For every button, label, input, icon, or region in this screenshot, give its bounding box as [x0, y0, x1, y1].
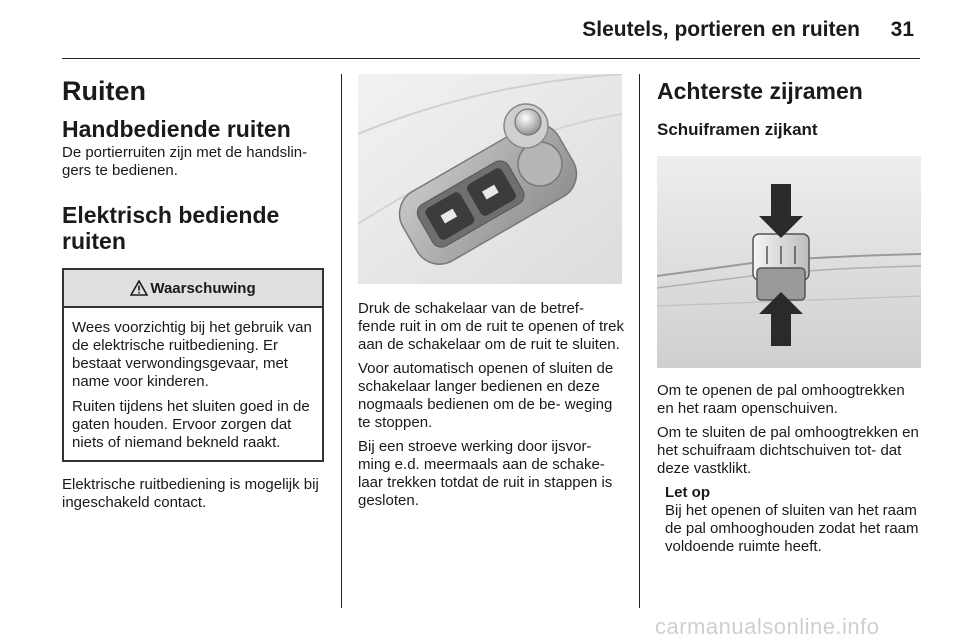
paragraph-contact: Elektrische ruitbediening is mogelijk bij ingeschakeld contact.: [62, 476, 319, 511]
paragraph-switch-1: Druk de schakelaar van de betref- fende ruit in om de ruit te openen of trek aan de schakelaar om de ruit te sluiten.: [358, 300, 624, 353]
window-switch-illustration: [358, 74, 622, 284]
note-label: Let op: [665, 484, 710, 501]
sliding-window-latch-illustration: [657, 156, 921, 368]
heading-handbediende-ruiten: Handbediende ruiten: [62, 116, 291, 142]
header-rule: [62, 58, 920, 59]
running-header-title: Sleutels, portieren en ruiten: [582, 18, 860, 41]
warning-paragraph-1: Wees voorzichtig bij het gebruik van de elektrische ruitbediening. Er bestaat verwondingsgevaar, met name voor kinderen.: [72, 319, 312, 390]
warning-triangle-icon: [130, 280, 148, 296]
note-text: Bij het openen of sluiten van het raam de pal omhooghouden zodat het raam voldoende ruimte heeft.: [665, 502, 919, 555]
paragraph-openen: Om te openen de pal omhoogtrekken en het raam openschuiven.: [657, 382, 905, 417]
paragraph-sluiten: Om te sluiten de pal omhoogtrekken en het schuifraam dichtschuiven tot- dat deze vastklikt.: [657, 424, 919, 477]
note-block: [657, 484, 921, 556]
warning-paragraph-2: Ruiten tijdens het sluiten goed in de gaten houden. Ervoor zorgen dat niets of niemand bekneld raakt.: [72, 398, 310, 451]
warning-body: [64, 308, 322, 460]
heading-elektrisch-bediende-ruiten: Elektrisch bediende ruiten: [62, 202, 280, 254]
column-3: [657, 74, 921, 556]
watermark: carmanualsonline.info: [655, 614, 880, 639]
column-2: [358, 74, 624, 510]
warning-title: Waarschuwing: [150, 279, 256, 297]
column-1: [62, 74, 326, 512]
heading-schuiframen-zijkant: Schuiframen zijkant: [657, 120, 818, 139]
warning-header: [64, 270, 322, 308]
heading-achterste-zijramen: Achterste zijramen: [657, 78, 863, 104]
warning-box: [62, 268, 324, 462]
page-number: 31: [890, 18, 914, 41]
column-divider-2: [639, 74, 640, 608]
paragraph-switch-2: Voor automatisch openen of sluiten de schakelaar langer bedienen en deze nogmaals bedienen om de be- weging te stoppen.: [358, 360, 614, 431]
paragraph-handbediende: De portierruiten zijn met de handslin- gers te bedienen.: [62, 144, 308, 179]
column-divider-1: [341, 74, 342, 608]
section-title-ruiten: Ruiten: [62, 76, 146, 106]
paragraph-switch-3: Bij een stroeve werking door ijsvor- ming e.d. meermaals aan de schake- laar trekken totdat de ruit in stappen is gesloten.: [358, 438, 613, 509]
